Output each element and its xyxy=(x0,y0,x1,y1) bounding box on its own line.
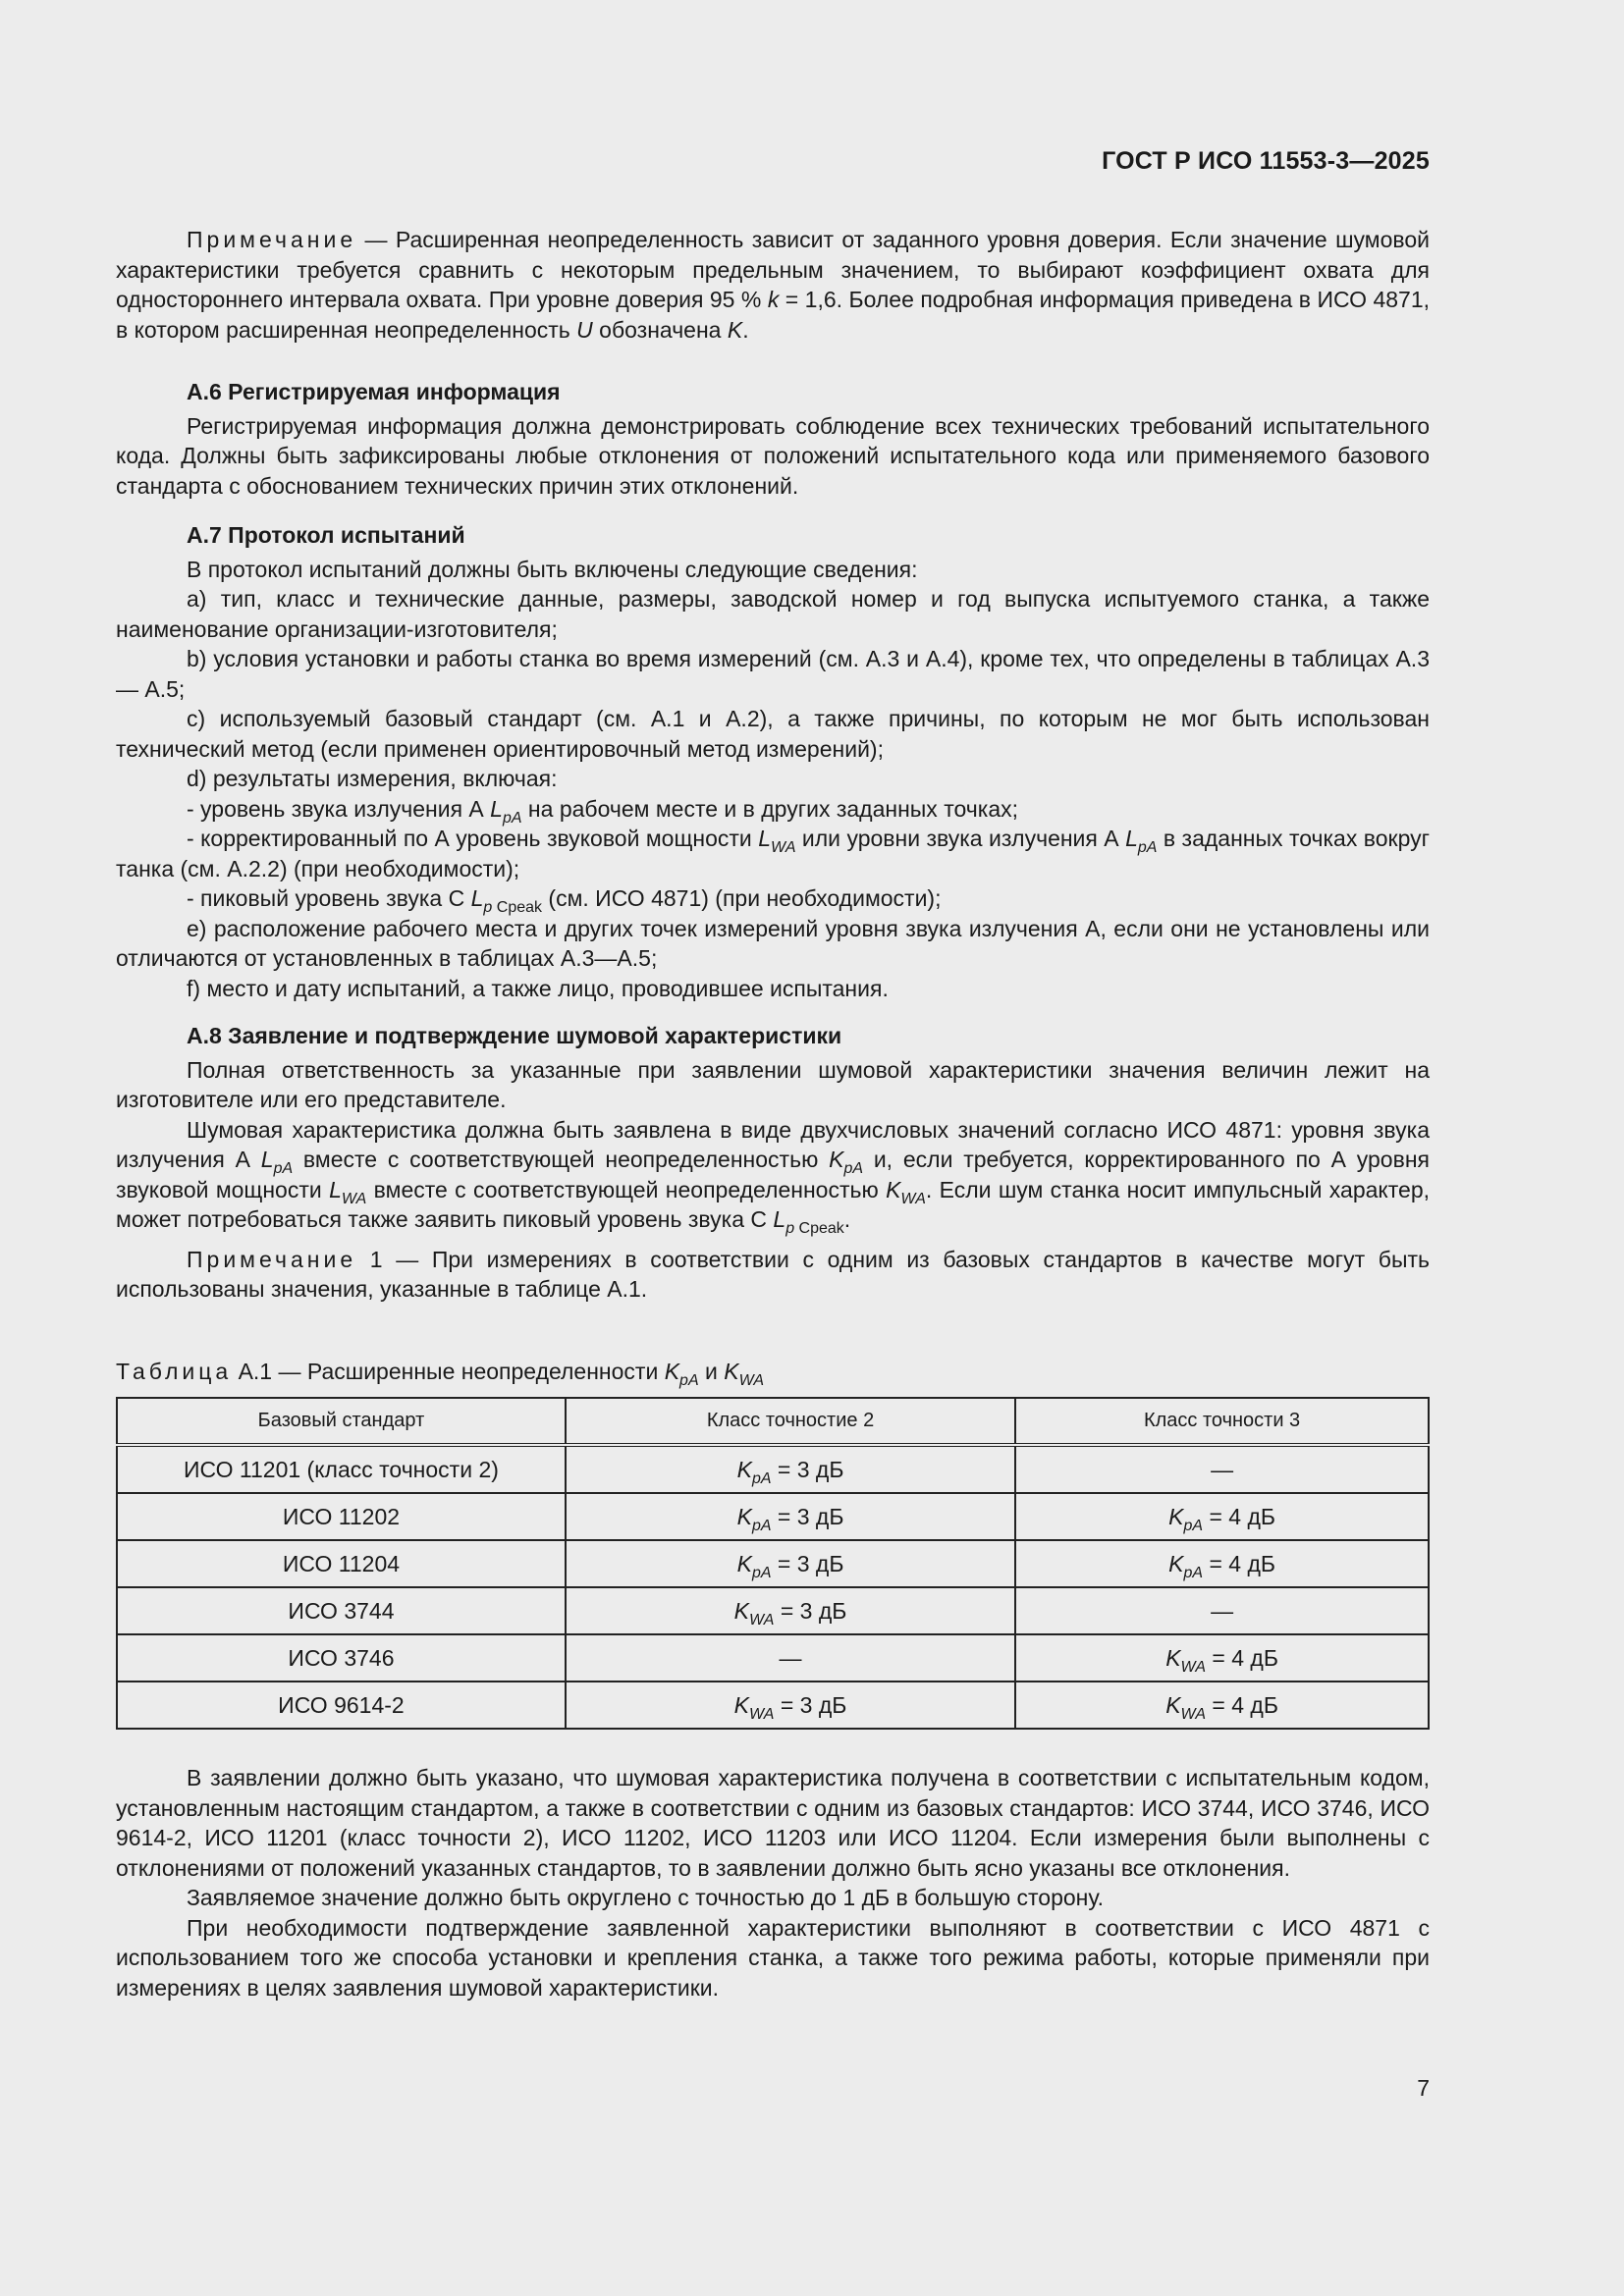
column-header: Базовый стандарт xyxy=(117,1398,566,1445)
list-item-e: e) расположение рабочего места и других точек измерений уровня звука излучения А, если они не установлены или отличаются от установленных в таблицах А.3—А.5; xyxy=(116,915,1430,971)
section-heading-a6: А.6 Регистрируемая информация xyxy=(187,379,561,404)
list-subitem-3: - пиковый уровень звука С $L_{p Cpeak}$ (см. ИСО 4871) (при необходимости); xyxy=(187,885,942,916)
list-item-f: f) место и дату испытаний, а также лицо, проводившее испытания. xyxy=(187,975,889,1001)
table-row: ИСО 11204 $K_{pA} = 3$ дБ $K_{pA} = 4$ дБ xyxy=(117,1540,1429,1587)
table-row: ИСО 3746 — $K_{WA} = 4$ дБ xyxy=(117,1634,1429,1682)
note-label: Примечание xyxy=(187,227,357,252)
table-caption: Таблица А.1 — Расширенные неопределенности $K_{pA}$ и $K_{WA}$ xyxy=(116,1359,765,1389)
table-row: ИСО 3744 $K_{WA} = 3$ дБ — xyxy=(117,1587,1429,1634)
document-header: ГОСТ Р ИСО 11553-3—2025 xyxy=(1102,147,1430,175)
list-item-b: b) условия установки и работы станка во время измерений (см. А.3 и А.4), кроме тех, что определены в таблицах А.3 — А.5; xyxy=(116,646,1430,702)
closing-p3: При необходимости подтверждение заявленной характеристики выполняют в соответствии с ИСО 4871 с использованием того же способа установки и крепления станка, а также того режима работы, которые применяли при измерениях в целях заявления шумовой характеристики. xyxy=(116,1914,1430,2001)
closing-p1: В заявлении должно быть указано, что шумовая характеристика получена в соответствии с испытательным кодом, установленным настоящим стандартом, а также в соответствии с одним из базовых стандартов: ИСО 3744, ИСО 3746, ИСО 9614-2, ИСО 11201 (класс точности 2), ИСО 11202, ИСО 11203 или ИСО 11204. Если измерения были выполнены с отклонениями от положений указанных стандартов, то в заявлении должно быть ясно указаны все отклонения. xyxy=(116,1765,1430,1881)
closing-p2: Заявляемое значение должно быть округлено с точностью до 1 дБ в большую сторону. xyxy=(187,1885,1104,1910)
table-row: ИСО 11201 (класс точности 2) $K_{pA} = 3$ дБ — xyxy=(117,1445,1429,1493)
column-header: Класс точности 3 xyxy=(1015,1398,1429,1445)
section-heading-a8: А.8 Заявление и подтверждение шумовой характеристики xyxy=(187,1023,842,1048)
note-1: Примечание 1 — При измерениях в соответствии с одним из базовых стандартов в качестве могут быть использованы значения, указанные в таблице А.1. xyxy=(116,1246,1430,1302)
page-number: 7 xyxy=(1417,2075,1430,2101)
list-item-a: a) тип, класс и технические данные, размеры, заводской номер и год выпуска испытуемого станка, а также наименование организации-изготовителя; xyxy=(116,586,1430,642)
list-item-d: d) результаты измерения, включая: xyxy=(187,766,558,791)
section-a7 xyxy=(116,520,1430,1003)
section-a8 xyxy=(116,1021,1430,1305)
list-subitem-2: - корректированный по А уровень звуковой мощности $L_{WA}$ или уровни звука излучения А $L_{pA}$ в заданных точках вокруг танка (см. А.2.2) (при необходимости); xyxy=(116,826,1431,881)
section-a6-text: Регистрируемая информация должна демонстрировать соблюдение всех технических требований испытательного кода. Должны быть зафиксированы любые отклонения от положений испытательного кода или применяемого базового стандарта с обоснованием технических причин этих отклонений. xyxy=(116,412,1430,499)
section-a8-p2: Шумовая характеристика должна быть заявлена в виде двухчисловых значений согласно ИСО 4871: уровня звука излучения А $L_{pA}$ вместе с соответствующей неопределенностью $K_{pA}$ и, если требуется, корректированного по А уровня звуковой мощности $L_{WA}$ вместе с соответствующей неопределенностью $K_{WA}$. Если шум станка носит импульсный характер, может потребоваться также заявить пиковый уровень звука С $L_{p Cpeak}$. xyxy=(116,1116,1430,1237)
section-a8-p1: Полная ответственность за указанные при заявлении шумовой характеристики значения величин лежит на изготовителе или его представителе. xyxy=(116,1056,1430,1112)
list-item-c: c) используемый базовый стандарт (см. А.1 и А.2), а также причины, по которым не мог быть использован технический метод (если применен ориентировочный метод измерений); xyxy=(116,706,1430,762)
closing-text xyxy=(116,1763,1430,2002)
table-row: ИСО 9614-2 $K_{WA} = 3$ дБ $K_{WA} = 4$ дБ xyxy=(117,1682,1429,1729)
column-header: Класс точностие 2 xyxy=(566,1398,1015,1445)
note-top: Примечание — Расширенная неопределенность зависит от заданного уровня доверия. Если значение шумовой характеристики требуется сравнить с некоторым предельным значением, то выбирают коэффициент охвата для одностороннего интервала охвата. При уровне доверия 95 % k = 1,6. Более подробная информация приведена в ИСО 4871, в котором расширенная неопределенность U обозначена K. xyxy=(116,227,1431,343)
section-a6 xyxy=(116,377,1430,501)
list-intro: В протокол испытаний должны быть включены следующие сведения: xyxy=(187,556,918,582)
table-header-row xyxy=(117,1398,1429,1445)
uncertainty-table xyxy=(116,1397,1430,1730)
table-row: ИСО 11202 $K_{pA} = 3$ дБ $K_{pA} = 4$ дБ xyxy=(117,1493,1429,1540)
list-subitem-1: - уровень звука излучения А $L_{pA}$ на рабочем месте и в других заданных точках; xyxy=(187,795,1018,827)
section-heading-a7: А.7 Протокол испытаний xyxy=(187,522,465,548)
